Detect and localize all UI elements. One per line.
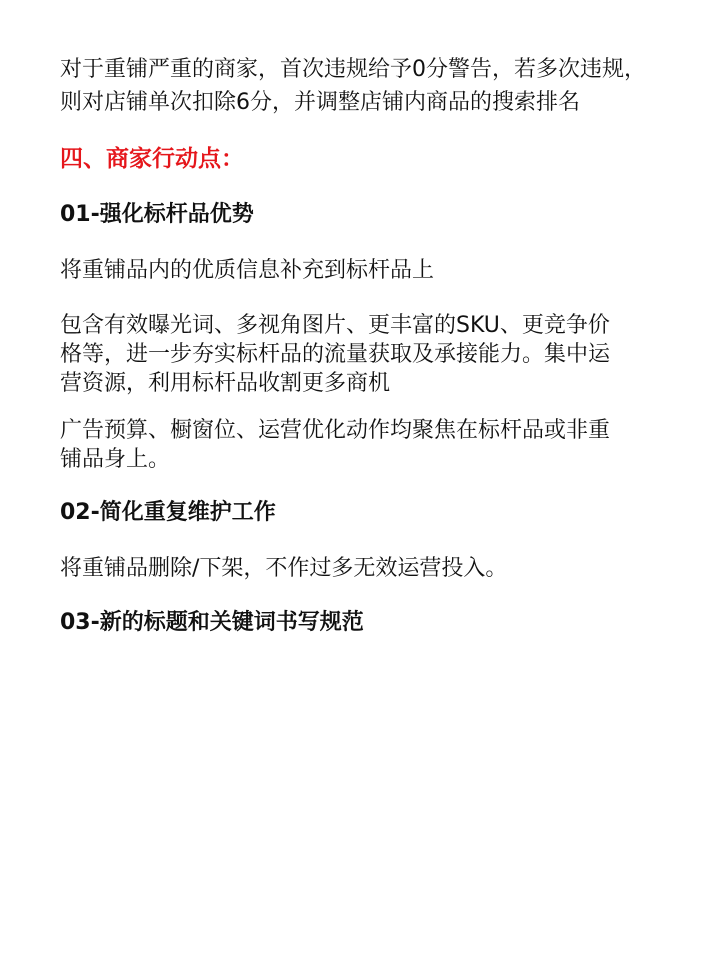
item-01-paragraph-2-line-3: 营资源，利用标杆品收割更多商机 bbox=[60, 371, 391, 396]
item-01-paragraph-1: 将重铺品内的优质信息补充到标杆品上 bbox=[60, 258, 435, 283]
item-01-paragraph-3-line-1: 广告预算、橱窗位、运营优化动作均聚焦在标杆品或非重 bbox=[60, 418, 611, 443]
item-02-paragraph: 将重铺品删除/下架，不作过多无效运营投入。 bbox=[60, 556, 508, 581]
intro-line-1: 对于重铺严重的商家，首次违规给予0分警告，若多次违规， bbox=[60, 57, 646, 82]
item-03-title: 03-新的标题和关键词书写规范 bbox=[60, 610, 364, 635]
item-01-paragraph-3 bbox=[60, 416, 700, 474]
item-01-paragraph-2 bbox=[60, 311, 700, 398]
item-01-paragraph-2-line-2: 格等，进一步夯实标杆品的流量获取及承接能力。集中运 bbox=[60, 342, 611, 367]
section-4-title: 四、商家行动点： bbox=[60, 146, 244, 172]
intro-line-2: 则对店铺单次扣除6分，并调整店铺内商品的搜索排名 bbox=[60, 90, 580, 115]
document-page bbox=[60, 50, 700, 639]
item-02-title: 02-简化重复维护工作 bbox=[60, 500, 276, 525]
item-01-title: 01-强化标杆品优势 bbox=[60, 202, 254, 227]
intro-paragraph bbox=[60, 53, 700, 119]
item-01-paragraph-2-line-1: 包含有效曝光词、多视角图片、更丰富的SKU、更竞争价 bbox=[60, 313, 610, 338]
item-01-paragraph-3-line-2: 铺品身上。 bbox=[60, 447, 171, 472]
